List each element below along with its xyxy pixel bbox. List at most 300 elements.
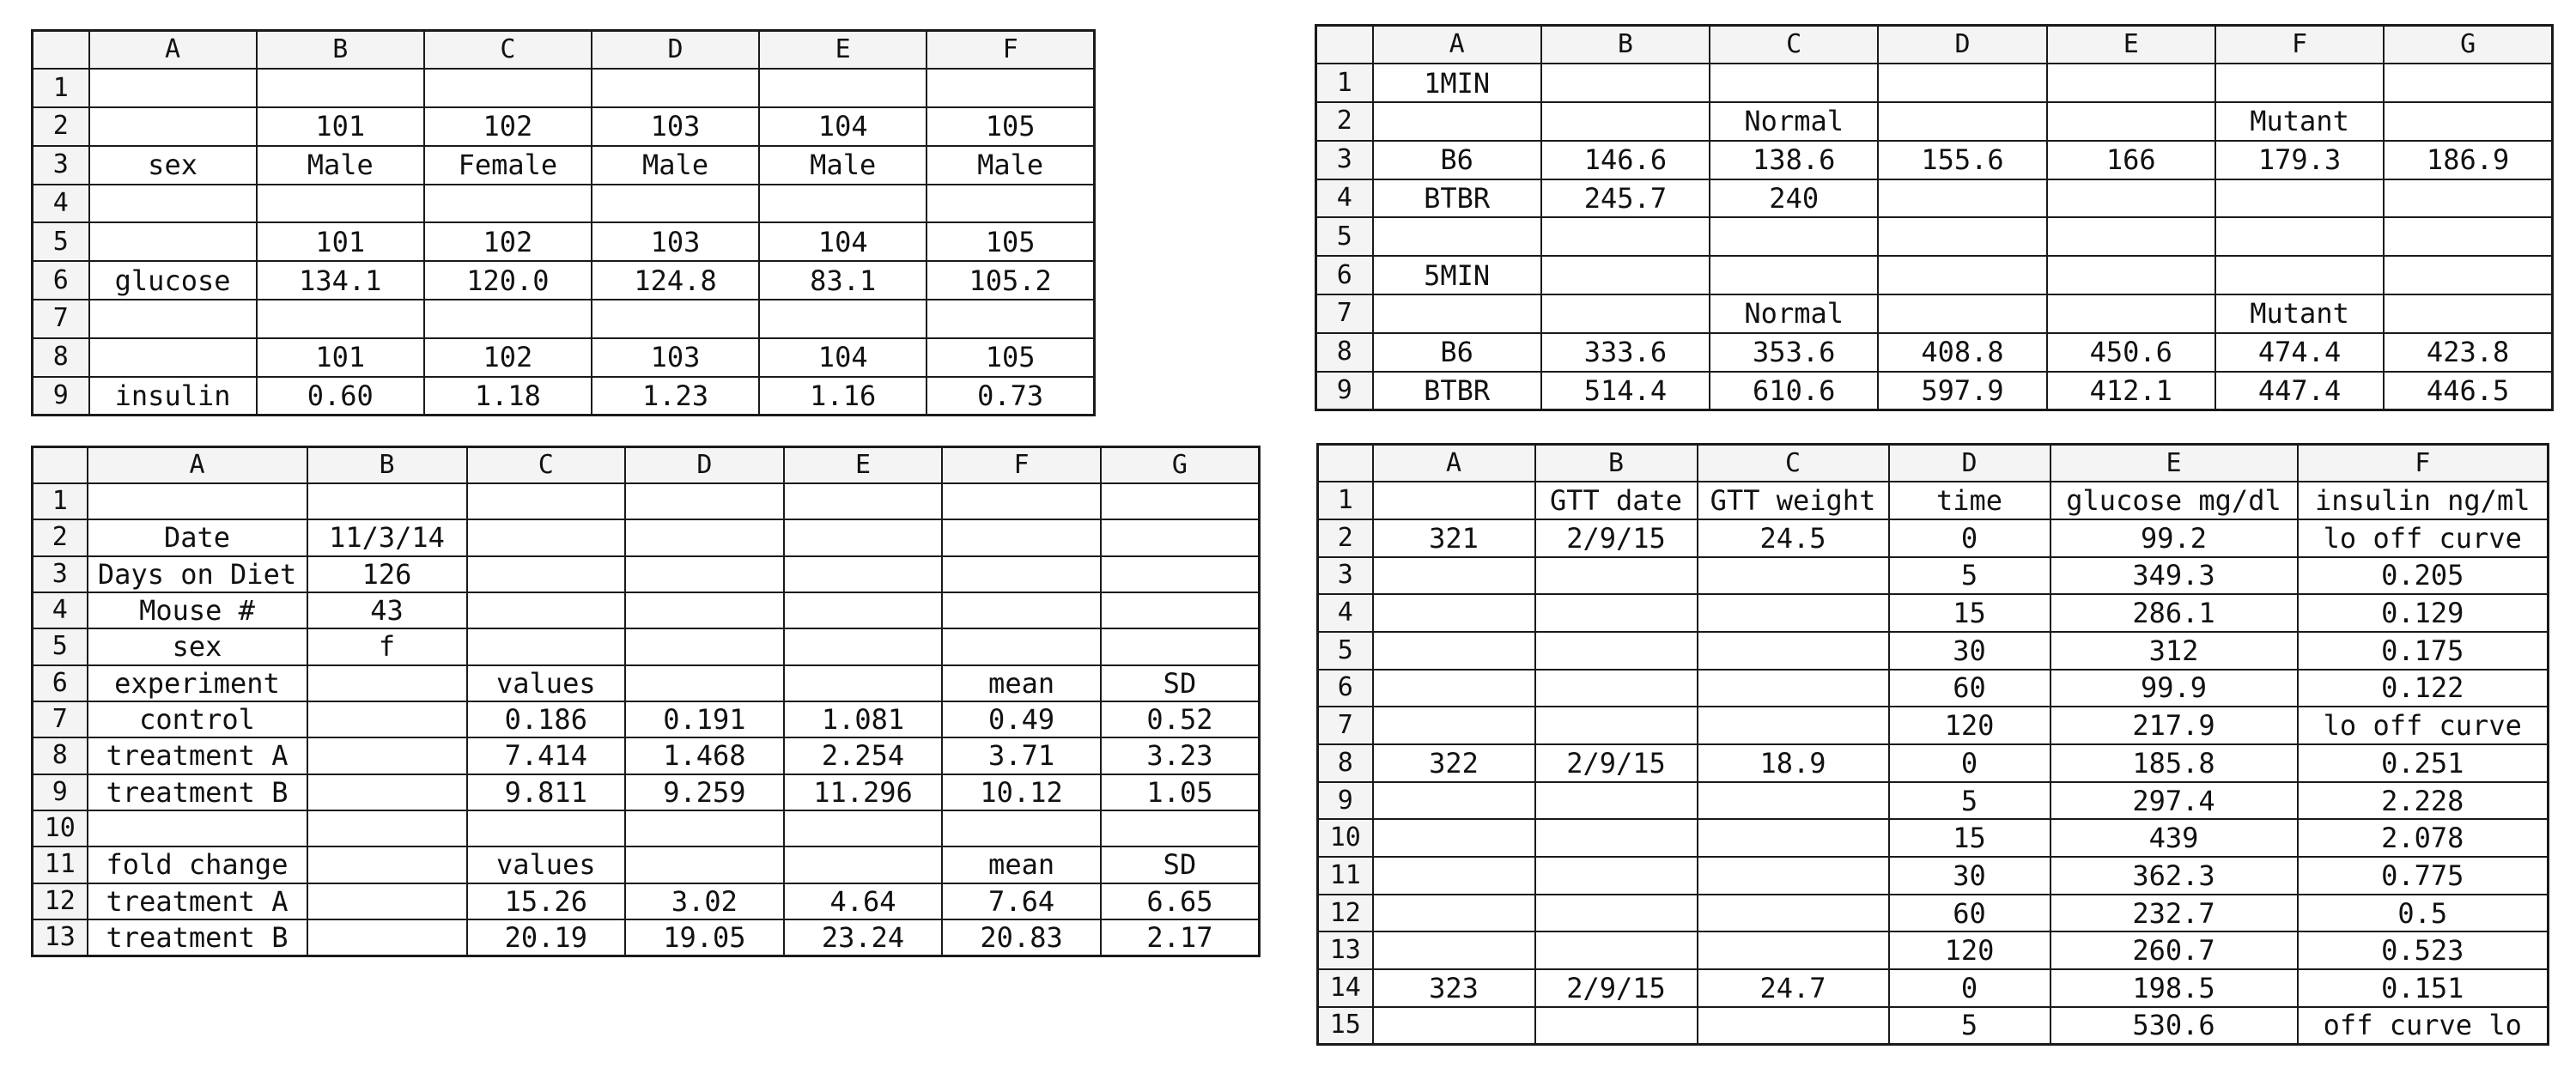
select-all-corner[interactable] <box>33 447 88 483</box>
cell[interactable]: 408.8 <box>1878 333 2046 372</box>
cell[interactable] <box>784 665 943 701</box>
cell[interactable]: 0.49 <box>942 701 1101 737</box>
cell[interactable]: 103 <box>592 338 759 377</box>
cell[interactable]: 610.6 <box>1710 372 1878 410</box>
cell[interactable]: 0.151 <box>2298 969 2549 1007</box>
cell[interactable] <box>1878 102 2046 141</box>
cell[interactable] <box>1698 632 1889 670</box>
row-number[interactable]: 9 <box>1316 372 1373 410</box>
row-number[interactable]: 9 <box>33 774 88 810</box>
cell[interactable]: 3.23 <box>1101 737 1260 774</box>
cell[interactable] <box>307 846 467 883</box>
cell[interactable]: 450.6 <box>2047 333 2215 372</box>
cell[interactable]: Female <box>424 146 592 185</box>
cell[interactable] <box>307 665 467 701</box>
column-header[interactable]: D <box>1878 26 2046 64</box>
cell[interactable]: values <box>467 665 626 701</box>
column-header[interactable]: G <box>1101 447 1260 483</box>
row-number[interactable]: 7 <box>1318 707 1373 744</box>
cell[interactable] <box>1101 628 1260 664</box>
cell[interactable] <box>1698 931 1889 969</box>
cell[interactable]: 2.254 <box>784 737 943 774</box>
row-number[interactable]: 4 <box>1318 594 1373 632</box>
cell[interactable] <box>1541 217 1710 256</box>
cell[interactable]: 105 <box>927 107 1094 146</box>
cell[interactable]: 1.05 <box>1101 774 1260 810</box>
cell[interactable] <box>467 519 626 555</box>
cell[interactable] <box>1541 256 1710 294</box>
cell[interactable]: Male <box>759 146 927 185</box>
cell[interactable]: 24.5 <box>1698 519 1889 557</box>
cell[interactable] <box>307 774 467 810</box>
cell[interactable] <box>467 810 626 846</box>
cell[interactable]: 9.259 <box>625 774 784 810</box>
cell[interactable]: 24.7 <box>1698 969 1889 1007</box>
row-number[interactable]: 2 <box>33 107 89 146</box>
cell[interactable]: 15.26 <box>467 883 626 919</box>
column-header[interactable]: B <box>307 447 467 483</box>
cell[interactable]: Male <box>257 146 424 185</box>
cell[interactable]: 1.16 <box>759 377 927 416</box>
cell[interactable]: Male <box>927 146 1094 185</box>
cell[interactable]: 530.6 <box>2050 1007 2298 1045</box>
cell[interactable] <box>927 300 1094 338</box>
cell[interactable] <box>2215 179 2384 218</box>
cell[interactable]: sex <box>88 628 307 664</box>
cell[interactable] <box>1373 1007 1535 1045</box>
cell[interactable]: 102 <box>424 222 592 261</box>
cell[interactable] <box>2047 102 2215 141</box>
cell[interactable]: 439 <box>2050 819 2298 857</box>
cell[interactable] <box>89 185 257 223</box>
cell[interactable]: 5MIN <box>1373 256 1541 294</box>
cell[interactable] <box>1535 819 1698 857</box>
cell[interactable] <box>759 300 927 338</box>
cell[interactable]: 105 <box>927 338 1094 377</box>
cell[interactable]: 1.23 <box>592 377 759 416</box>
cell[interactable]: 120.0 <box>424 261 592 300</box>
column-header[interactable]: D <box>1889 445 2050 482</box>
cell[interactable] <box>307 483 467 519</box>
cell[interactable] <box>2047 179 2215 218</box>
cell[interactable] <box>307 810 467 846</box>
cell[interactable]: 30 <box>1889 632 2050 670</box>
cell[interactable] <box>89 69 257 107</box>
cell[interactable]: 103 <box>592 222 759 261</box>
cell[interactable]: insulin <box>89 377 257 416</box>
cell[interactable] <box>1101 810 1260 846</box>
cell[interactable]: off curve lo <box>2298 1007 2549 1045</box>
cell[interactable] <box>307 701 467 737</box>
cell[interactable] <box>1878 256 2046 294</box>
cell[interactable]: 2/9/15 <box>1535 969 1698 1007</box>
cell[interactable]: 321 <box>1373 519 1535 557</box>
cell[interactable]: 102 <box>424 338 592 377</box>
cell[interactable]: Normal <box>1710 294 1878 333</box>
row-number[interactable]: 1 <box>1318 482 1373 519</box>
cell[interactable]: Mouse # <box>88 592 307 628</box>
cell[interactable] <box>942 556 1101 592</box>
cell[interactable]: Days on Diet <box>88 556 307 592</box>
cell[interactable]: mean <box>942 665 1101 701</box>
cell[interactable] <box>1878 217 2046 256</box>
cell[interactable] <box>1535 632 1698 670</box>
row-number[interactable]: 5 <box>1316 217 1373 256</box>
row-number[interactable]: 7 <box>1316 294 1373 333</box>
cell[interactable]: 60 <box>1889 895 2050 932</box>
cell[interactable]: glucose <box>89 261 257 300</box>
cell[interactable] <box>1710 64 1878 102</box>
column-header[interactable]: E <box>2047 26 2215 64</box>
column-header[interactable]: B <box>1535 445 1698 482</box>
cell[interactable] <box>625 592 784 628</box>
cell[interactable] <box>625 519 784 555</box>
cell[interactable]: treatment A <box>88 737 307 774</box>
cell[interactable] <box>1535 1007 1698 1045</box>
cell[interactable]: 105.2 <box>927 261 1094 300</box>
cell[interactable] <box>2215 256 2384 294</box>
cell[interactable] <box>2047 256 2215 294</box>
cell[interactable]: 260.7 <box>2050 931 2298 969</box>
cell[interactable]: 0.175 <box>2298 632 2549 670</box>
column-header[interactable]: E <box>2050 445 2298 482</box>
cell[interactable]: 101 <box>257 107 424 146</box>
column-header[interactable]: D <box>592 31 759 70</box>
cell[interactable]: 179.3 <box>2215 141 2384 179</box>
cell[interactable] <box>1535 931 1698 969</box>
row-number[interactable]: 6 <box>1318 670 1373 707</box>
row-number[interactable]: 13 <box>33 919 88 956</box>
cell[interactable] <box>1373 895 1535 932</box>
cell[interactable] <box>2384 179 2552 218</box>
row-number[interactable]: 10 <box>1318 819 1373 857</box>
cell[interactable] <box>942 628 1101 664</box>
cell[interactable] <box>2215 217 2384 256</box>
cell[interactable] <box>1373 819 1535 857</box>
cell[interactable]: lo off curve <box>2298 519 2549 557</box>
cell[interactable]: 412.1 <box>2047 372 2215 410</box>
row-number[interactable]: 12 <box>33 883 88 919</box>
cell[interactable]: 0.129 <box>2298 594 2549 632</box>
cell[interactable]: 447.4 <box>2215 372 2384 410</box>
cell[interactable] <box>927 185 1094 223</box>
column-header[interactable]: A <box>1373 26 1541 64</box>
column-header[interactable]: F <box>2215 26 2384 64</box>
cell[interactable] <box>784 810 943 846</box>
cell[interactable] <box>1535 557 1698 595</box>
column-header[interactable]: F <box>927 31 1094 70</box>
cell[interactable]: 232.7 <box>2050 895 2298 932</box>
cell[interactable]: 1.081 <box>784 701 943 737</box>
cell[interactable] <box>784 592 943 628</box>
row-number[interactable]: 13 <box>1318 931 1373 969</box>
cell[interactable]: treatment B <box>88 919 307 956</box>
cell[interactable] <box>625 628 784 664</box>
row-number[interactable]: 2 <box>1316 102 1373 141</box>
cell[interactable]: 0.205 <box>2298 557 2549 595</box>
cell[interactable]: 101 <box>257 222 424 261</box>
column-header[interactable]: E <box>759 31 927 70</box>
cell[interactable] <box>257 69 424 107</box>
cell[interactable]: 0.122 <box>2298 670 2549 707</box>
cell[interactable]: 2/9/15 <box>1535 744 1698 782</box>
cell[interactable] <box>1535 670 1698 707</box>
cell[interactable]: 83.1 <box>759 261 927 300</box>
cell[interactable] <box>1535 857 1698 895</box>
cell[interactable] <box>1878 179 2046 218</box>
cell[interactable] <box>2384 64 2552 102</box>
cell[interactable] <box>1541 102 1710 141</box>
cell[interactable]: SD <box>1101 846 1260 883</box>
cell[interactable] <box>592 185 759 223</box>
cell[interactable]: 1.468 <box>625 737 784 774</box>
row-number[interactable]: 5 <box>33 628 88 664</box>
cell[interactable] <box>1535 594 1698 632</box>
cell[interactable]: values <box>467 846 626 883</box>
cell[interactable] <box>942 483 1101 519</box>
row-number[interactable]: 6 <box>33 261 89 300</box>
column-header[interactable]: A <box>88 447 307 483</box>
cell[interactable]: 0.52 <box>1101 701 1260 737</box>
cell[interactable]: 2/9/15 <box>1535 519 1698 557</box>
column-header[interactable]: B <box>257 31 424 70</box>
row-number[interactable]: 6 <box>1316 256 1373 294</box>
cell[interactable] <box>307 883 467 919</box>
row-number[interactable]: 9 <box>1318 782 1373 820</box>
cell[interactable] <box>625 665 784 701</box>
cell[interactable]: 11.296 <box>784 774 943 810</box>
cell[interactable]: mean <box>942 846 1101 883</box>
cell[interactable] <box>1698 819 1889 857</box>
cell[interactable]: 286.1 <box>2050 594 2298 632</box>
cell[interactable]: 217.9 <box>2050 707 2298 744</box>
cell[interactable]: 362.3 <box>2050 857 2298 895</box>
column-header[interactable]: G <box>2384 26 2552 64</box>
cell[interactable]: 312 <box>2050 632 2298 670</box>
cell[interactable] <box>1535 895 1698 932</box>
cell[interactable] <box>942 519 1101 555</box>
row-number[interactable]: 2 <box>1318 519 1373 557</box>
cell[interactable] <box>2047 64 2215 102</box>
cell[interactable]: 7.64 <box>942 883 1101 919</box>
cell[interactable]: 120 <box>1889 707 2050 744</box>
cell[interactable]: 101 <box>257 338 424 377</box>
cell[interactable]: 297.4 <box>2050 782 2298 820</box>
cell[interactable]: 134.1 <box>257 261 424 300</box>
cell[interactable] <box>307 919 467 956</box>
cell[interactable]: treatment A <box>88 883 307 919</box>
row-number[interactable]: 2 <box>33 519 88 555</box>
cell[interactable] <box>1373 217 1541 256</box>
cell[interactable] <box>467 628 626 664</box>
cell[interactable]: 198.5 <box>2050 969 2298 1007</box>
cell[interactable]: 105 <box>927 222 1094 261</box>
cell[interactable] <box>89 222 257 261</box>
cell[interactable]: 245.7 <box>1541 179 1710 218</box>
cell[interactable]: 11/3/14 <box>307 519 467 555</box>
cell[interactable]: Male <box>592 146 759 185</box>
cell[interactable]: 323 <box>1373 969 1535 1007</box>
cell[interactable]: 514.4 <box>1541 372 1710 410</box>
cell[interactable]: 6.65 <box>1101 883 1260 919</box>
cell[interactable]: B6 <box>1373 141 1541 179</box>
cell[interactable] <box>1535 782 1698 820</box>
cell[interactable] <box>1373 632 1535 670</box>
cell[interactable] <box>2384 217 2552 256</box>
row-number[interactable]: 3 <box>1318 557 1373 595</box>
cell[interactable] <box>1101 483 1260 519</box>
column-header[interactable]: C <box>467 447 626 483</box>
cell[interactable] <box>1541 294 1710 333</box>
cell[interactable] <box>759 69 927 107</box>
cell[interactable] <box>1710 217 1878 256</box>
row-number[interactable]: 8 <box>1318 744 1373 782</box>
cell[interactable]: 9.811 <box>467 774 626 810</box>
row-number[interactable]: 8 <box>33 338 89 377</box>
cell[interactable] <box>1373 482 1535 519</box>
cell[interactable]: 7.414 <box>467 737 626 774</box>
cell[interactable]: 120 <box>1889 931 2050 969</box>
cell[interactable] <box>592 69 759 107</box>
cell[interactable] <box>592 300 759 338</box>
cell[interactable]: 19.05 <box>625 919 784 956</box>
row-number[interactable]: 12 <box>1318 895 1373 932</box>
cell[interactable]: 103 <box>592 107 759 146</box>
cell[interactable]: glucose mg/dl <box>2050 482 2298 519</box>
cell[interactable]: 155.6 <box>1878 141 2046 179</box>
cell[interactable]: 124.8 <box>592 261 759 300</box>
row-number[interactable]: 1 <box>33 69 89 107</box>
cell[interactable]: 30 <box>1889 857 2050 895</box>
row-number[interactable]: 3 <box>33 556 88 592</box>
column-header[interactable]: A <box>89 31 257 70</box>
cell[interactable]: 0 <box>1889 744 2050 782</box>
column-header[interactable]: D <box>625 447 784 483</box>
cell[interactable] <box>307 737 467 774</box>
cell[interactable] <box>89 300 257 338</box>
column-header[interactable]: C <box>424 31 592 70</box>
cell[interactable]: 474.4 <box>2215 333 2384 372</box>
cell[interactable] <box>2384 102 2552 141</box>
cell[interactable] <box>1698 707 1889 744</box>
row-number[interactable]: 11 <box>33 846 88 883</box>
cell[interactable]: Mutant <box>2215 294 2384 333</box>
cell[interactable]: 104 <box>759 338 927 377</box>
cell[interactable] <box>1373 931 1535 969</box>
cell[interactable] <box>1878 64 2046 102</box>
cell[interactable] <box>784 846 943 883</box>
cell[interactable] <box>625 483 784 519</box>
row-number[interactable]: 1 <box>33 483 88 519</box>
cell[interactable]: 104 <box>759 107 927 146</box>
cell[interactable]: 1.18 <box>424 377 592 416</box>
cell[interactable] <box>942 592 1101 628</box>
cell[interactable] <box>1373 707 1535 744</box>
cell[interactable] <box>1373 670 1535 707</box>
cell[interactable]: 146.6 <box>1541 141 1710 179</box>
cell[interactable]: 597.9 <box>1878 372 2046 410</box>
cell[interactable]: SD <box>1101 665 1260 701</box>
column-header[interactable]: A <box>1373 445 1535 482</box>
cell[interactable]: 446.5 <box>2384 372 2552 410</box>
cell[interactable]: 23.24 <box>784 919 943 956</box>
cell[interactable]: 0.73 <box>927 377 1094 416</box>
cell[interactable]: 0.191 <box>625 701 784 737</box>
row-number[interactable]: 9 <box>33 377 89 416</box>
cell[interactable]: 126 <box>307 556 467 592</box>
cell[interactable] <box>1698 594 1889 632</box>
cell[interactable]: lo off curve <box>2298 707 2549 744</box>
cell[interactable]: 0 <box>1889 519 2050 557</box>
cell[interactable] <box>89 338 257 377</box>
cell[interactable]: 138.6 <box>1710 141 1878 179</box>
cell[interactable] <box>89 107 257 146</box>
cell[interactable] <box>1101 556 1260 592</box>
cell[interactable]: 322 <box>1373 744 1535 782</box>
cell[interactable] <box>467 592 626 628</box>
column-header[interactable]: E <box>784 447 943 483</box>
cell[interactable]: 15 <box>1889 819 2050 857</box>
cell[interactable]: 0.5 <box>2298 895 2549 932</box>
cell[interactable] <box>1698 782 1889 820</box>
row-number[interactable]: 8 <box>1316 333 1373 372</box>
cell[interactable]: 186.9 <box>2384 141 2552 179</box>
cell[interactable] <box>2384 294 2552 333</box>
cell[interactable] <box>1535 707 1698 744</box>
column-header[interactable]: F <box>942 447 1101 483</box>
cell[interactable] <box>1698 670 1889 707</box>
cell[interactable]: 4.64 <box>784 883 943 919</box>
column-header[interactable]: C <box>1710 26 1878 64</box>
cell[interactable] <box>467 556 626 592</box>
cell[interactable]: experiment <box>88 665 307 701</box>
row-number[interactable]: 4 <box>1316 179 1373 218</box>
row-number[interactable]: 8 <box>33 737 88 774</box>
cell[interactable] <box>1698 857 1889 895</box>
column-header[interactable]: B <box>1541 26 1710 64</box>
row-number[interactable]: 3 <box>33 146 89 185</box>
cell[interactable] <box>1878 294 2046 333</box>
cell[interactable]: treatment B <box>88 774 307 810</box>
cell[interactable] <box>927 69 1094 107</box>
cell[interactable] <box>625 556 784 592</box>
cell[interactable]: 5 <box>1889 1007 2050 1045</box>
cell[interactable] <box>1373 294 1541 333</box>
cell[interactable]: 5 <box>1889 782 2050 820</box>
cell[interactable]: 99.9 <box>2050 670 2298 707</box>
cell[interactable] <box>1373 857 1535 895</box>
cell[interactable] <box>88 483 307 519</box>
cell[interactable]: 240 <box>1710 179 1878 218</box>
cell[interactable]: 20.19 <box>467 919 626 956</box>
cell[interactable] <box>2047 294 2215 333</box>
cell[interactable] <box>424 185 592 223</box>
row-number[interactable]: 10 <box>33 810 88 846</box>
cell[interactable]: 0 <box>1889 969 2050 1007</box>
select-all-corner[interactable] <box>1316 26 1373 64</box>
cell[interactable] <box>467 483 626 519</box>
row-number[interactable]: 4 <box>33 185 89 223</box>
cell[interactable] <box>1373 594 1535 632</box>
cell[interactable]: 0.251 <box>2298 744 2549 782</box>
cell[interactable]: 3.71 <box>942 737 1101 774</box>
cell[interactable] <box>625 810 784 846</box>
cell[interactable]: GTT date <box>1535 482 1698 519</box>
cell[interactable]: 2.17 <box>1101 919 1260 956</box>
cell[interactable]: 3.02 <box>625 883 784 919</box>
cell[interactable]: GTT weight <box>1698 482 1889 519</box>
cell[interactable]: B6 <box>1373 333 1541 372</box>
